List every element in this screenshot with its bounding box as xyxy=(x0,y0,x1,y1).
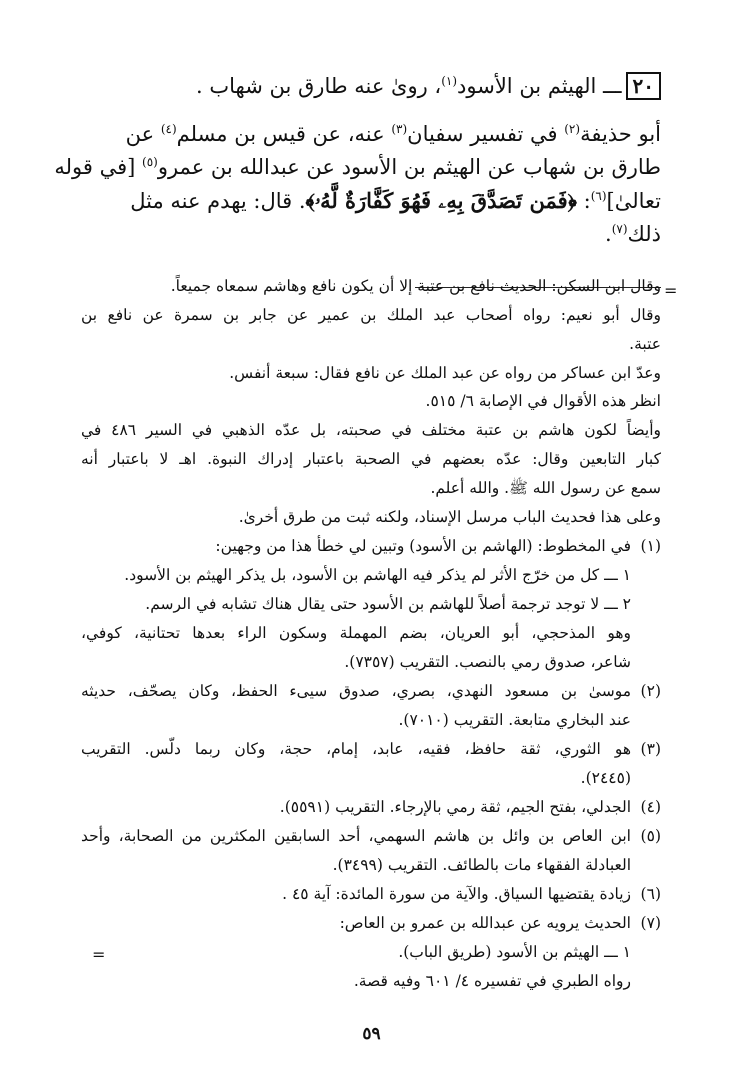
footnote-line: رواه الطبري في تفسيره ٤/ ٦٠١ وفيه قصة. xyxy=(353,972,631,990)
footnote-2: (٢)موسىٰ بن مسعود النهدي، بصري، صدوق سيىء الحفظ، وكان يصحّف، حديثه xyxy=(81,679,661,703)
footnote-line: كبار التابعين وقال: عدّه بعضهم في الصحبة باعتبار إدراك النبوة. اهـ لا باعتبار أنه xyxy=(81,450,661,468)
footnote-line: ١ ـــ كل من خرّج الأثر لم يذكر فيه الهاشم بن الأسود، بل يذكر الهيثم بن الأسود. xyxy=(124,566,631,584)
footnote-line: عتبة. xyxy=(629,335,661,353)
footnote-ref: (٧) xyxy=(611,222,628,236)
footnote-7: (٧)الحديث يرويه عن عبدالله بن عمرو بن العاص: xyxy=(340,911,661,935)
footnote-line: وعدّ ابن عساكر من رواه عن عبد الملك عن نافع فقال: سبعة أنفس. xyxy=(229,364,661,382)
page-number: ٥٩ xyxy=(362,1024,381,1044)
footnote-number: (١) xyxy=(640,537,661,555)
main-line-3: تعالىٰ]$^{(٦)}$: ﴿فَمَن تَصَدَّقَ بِهِۦ فَهُوَ كَفَّارَةٌ لَّهُۥ﴾. قال: يهدم عنه مثل xyxy=(130,188,661,213)
main-line-2: طارق بن شهاب عن الهيثم بن الأسود عن عبدالله بن عمرو$^{(٥)}$ [في قوله xyxy=(54,155,661,179)
footnote-number: (٦) xyxy=(640,885,661,903)
footnote-line: ٢ ـــ لا توجد ترجمة أصلاً للهاشم بن الأسود حتى يقال هناك تشابه في الرسم. xyxy=(145,595,631,613)
footnote-ref: (١) xyxy=(441,74,458,88)
footnote-line: عند البخاري متابعة. التقريب (٧٠١٠). xyxy=(398,711,631,729)
footnote-5: (٥)ابن العاص بن وائل بن هاشم السهمي، أحد السابقين المكثرين من الصحابة، وأحد xyxy=(81,824,661,848)
footnote-line: وقال أبو نعيم: رواه أصحاب عبد الملك بن عمير عن جابر بن سمرة عن نافع بن xyxy=(81,306,661,324)
entry-heading xyxy=(81,68,661,104)
entry-title-rest: ، روىٰ عنه طارق بن شهاب . xyxy=(196,74,442,98)
entry-title: ـــ الهيثم بن الأسود xyxy=(457,74,622,98)
main-paragraph xyxy=(54,118,661,251)
continuation-mark-top: = xyxy=(664,281,678,300)
footnote-ref: (٥) xyxy=(142,155,158,169)
footnote-number: (٢) xyxy=(640,682,661,700)
continuation-mark-bottom: = xyxy=(92,945,106,964)
footnote-3: (٣)هو الثوري، ثقة حافظ، فقيه، عابد، إمام، حجة، وكان ربما دلّس. التقريب xyxy=(81,737,661,761)
footnote-ref: (٤) xyxy=(160,122,177,136)
main-line-4: ذلك$^{(٧)}$. xyxy=(605,222,661,246)
footnote-number: (٣) xyxy=(640,740,661,758)
footnote-line: انظر هذه الأقوال في الإصابة ٦/ ٥١٥. xyxy=(425,392,661,410)
footnote-1: (١)في المخطوط: (الهاشم بن الأسود) وتبين لي خطأ هذا من وجهين: xyxy=(215,534,661,558)
footnote-line: وعلى هذا فحديث الباب مرسل الإسناد، ولكنه ثبت من طرق أخرىٰ. xyxy=(238,508,661,526)
quran-verse: ﴿فَمَن تَصَدَّقَ بِهِۦ فَهُوَ كَفَّارَةٌ لَّهُۥ﴾ xyxy=(305,188,577,213)
main-line-1: أبو حذيفة$^{(٢)}$ في تفسير سفيان$^{(٣)}$ عنه، عن قيس بن مسلم$^{(٤)}$ عن xyxy=(125,122,661,146)
main-text xyxy=(54,68,661,251)
footnote-line: شاعر، صدوق رمي بالنصب. التقريب (٧٣٥٧). xyxy=(344,653,631,671)
footnote-line: العبادلة الفقهاء مات بالطائف. التقريب (٣٤٩٩). xyxy=(332,856,631,874)
footnote-line: (٢٤٤٥). xyxy=(580,769,631,787)
entry-number-box: ٢٠ xyxy=(626,72,661,100)
footnote-line: ١ ـــ الهيثم بن الأسود (طريق الباب). xyxy=(398,943,631,961)
footnote-line: وهو المذحجي، أبو العريان، بضم المهملة وسكون الراء بعدها تحتانية، كوفي، xyxy=(81,624,631,642)
footnote-ref: (٢) xyxy=(564,122,581,136)
footnote-line: وقال ابن السكن: الحديث نافع بن عتبة إلا أن يكون نافع وهاشم سمعاه جميعاً. xyxy=(170,277,661,295)
footnote-number: (٤) xyxy=(640,798,661,816)
footnote-ref: (٣) xyxy=(391,122,408,136)
footnote-6: (٦)زيادة يقتضيها السياق. والآية من سورة المائدة: آية ٤٥ . xyxy=(282,882,661,906)
footnote-4: (٤)الجدلي، بفتح الجيم، ثقة رمي بالإرجاء. التقريب (٥٥٩١). xyxy=(280,795,661,819)
footnote-number: (٥) xyxy=(640,827,661,845)
footnote-line: سمع عن رسول الله ﷺ. والله أعلم. xyxy=(430,479,661,497)
footnote-ref: (٦) xyxy=(590,189,607,203)
footnote-line: وأيضاً لكون هاشم بن عتبة مختلف في صحبته، بل عدّه الذهبي في السير ٤٨٦ في xyxy=(81,421,661,439)
footnote-number: (٧) xyxy=(640,914,661,932)
